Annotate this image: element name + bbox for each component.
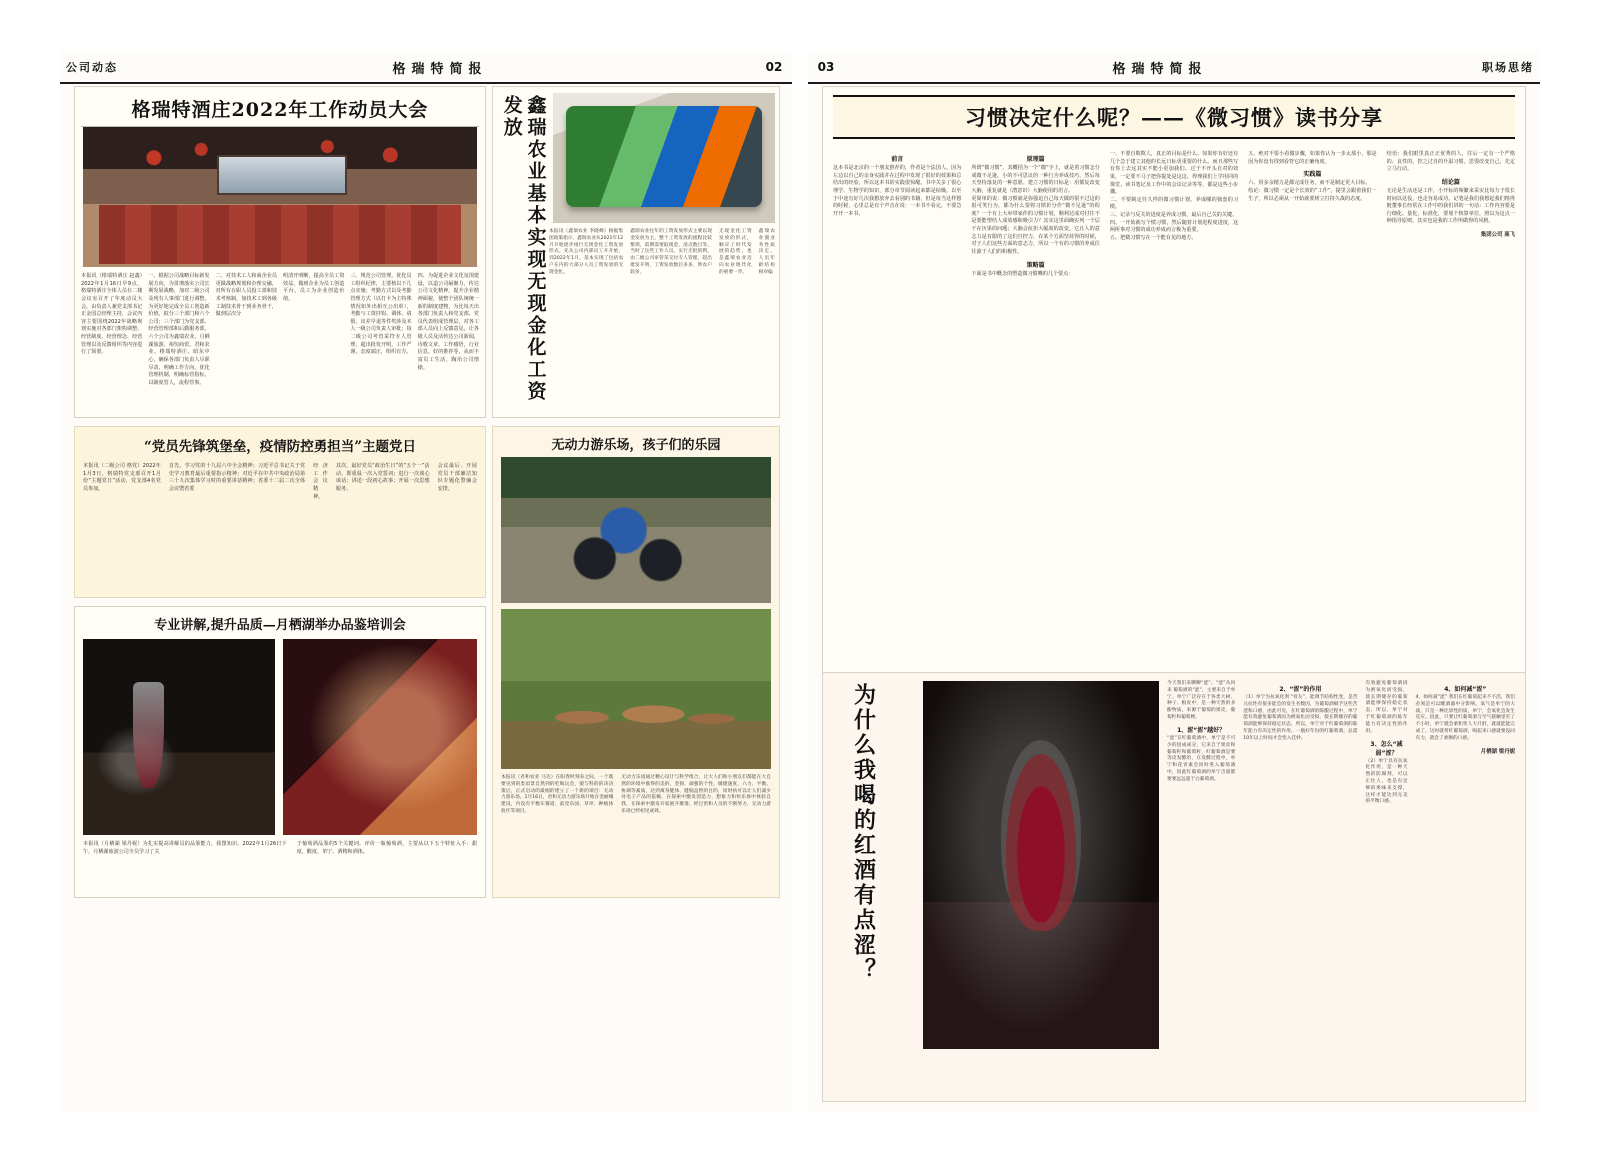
- article-col: 首先、学习党的十九届六中全会精神；习近平总书记关于党史学习教育最后重要指示精神；对近平在中共中央政治局第三十九次集体学习时的重要讲话精神；省委十二届二次全体会议暨省委: [168, 463, 306, 492]
- bmx-kids-photo: [501, 457, 771, 603]
- article-col: 这本书是北京的一个朋友推荐的，作者是个法国人。因为左边以自己的亲身实践并在过程中发现了很好的效果和总结出的经验，所以这本书的实践很惊醒。书中关多了很心理学、生物学的知识，部分章节阅读起来都是枯燥。以至于中途有好几次我想放弃去看别的书籍，但是每当这样想的时候，心里总是有个声音在说：一本书不看完，不要急开开一本书。: [833, 165, 962, 217]
- article-title-micro-habits: 习惯决定什么呢？——《微习惯》读书分享: [833, 95, 1515, 139]
- section-heading: 结论篇: [1441, 178, 1460, 186]
- article-col: 会议最后，开展党员干部廉洁知识专题化警廉会安排。: [437, 463, 477, 492]
- conference-hall-photo: [83, 127, 477, 267]
- section-heading: 1、涩“涩”越好？: [1177, 726, 1226, 734]
- section-heading: 前言: [891, 156, 904, 163]
- article-col: 4、如何减“涩” 我们在红葡萄起来不不活，我们必须是可以醒酒器中分影响。氧气是单宁的大战，只是一种比原性的质，单宁，会氧化会发生反应。因此，只要让红葡萄酒与空气接触里有了不小时，单宁就会柔和变人大开舒，就就能能完成了。这时就将红葡萄酒，喝起来口感就要没回有力，就会了柔顺的口感。: [1415, 695, 1515, 741]
- article-col: “涩”在红葡萄酒中，单宁是不可少的因成成分，它来自于果皮和葡萄籽和葡萄籽，红葡萄酒是要等皮发酵的，在发酵过程中，单宁和花青素会同时进入葡萄酒中，因此红葡萄酒的单宁含量都要要远远超于白葡萄酒。: [1167, 735, 1236, 782]
- article-col: 今天我们来聊聊“涩”。“涩”从何来 葡萄酒的“涩”，主要来自于单宁。单宁广泛存在于各类大树、种子、根皮中，是一种天然的多酚物质，来源于葡萄的果皮、葡萄籽和葡萄梗。: [1167, 681, 1236, 721]
- article-col: 本报讯（二级公司 格党）2022年1月3日，格瑞特党支部召开1月份“主题党日”活动，党支部4名党员参加。: [83, 463, 161, 492]
- article-col: 本报讯（君和农业 马达）在阳春时刻来之际，一个既要见到的类似景自然到的吃喝玩会，锻与科的的决决策后，正式启动的最刚的建立了一个新的项目：无动力游乐场。1月16日，君和无动力游乐场开始在金丽城建设，内设有平衡车赛道、前党乐园、草坪、种植体验区等项目。: [501, 775, 614, 815]
- vertical-headline-wine-astringent: 为什么我喝的红酒有点涩？: [850, 683, 877, 983]
- article-micro-habits: [822, 86, 1526, 700]
- article-col: 五、绝对不要小看微步骤，如果你认为一步太那小，那是因为你没有找到看符它的正确角度。: [1248, 151, 1377, 165]
- masthead-left: [60, 52, 792, 84]
- article-signature: 月栖湖 梁丹妮: [1480, 748, 1515, 755]
- article-col: 四、为促进企业文化氛围建设，以造公司凝聚力，传达公司文化精神，提升企业精神面貌，使整个团队统统一新的制度建物，为比每天出各部门负责人和党支部、党员代表组成管理层，对各工部人员向上反馈意见，让各级人员及活传达公司新闻，诗歌文章，工作感悟，行业信息。好的推荐等，从而丰富员工生活，陶冶公司情操。: [417, 273, 479, 371]
- section-label-left: 公司动态: [66, 61, 118, 74]
- section-heading: 2、“涩”的作用: [1279, 686, 1322, 693]
- article-col: 经济工作会议精神。: [313, 463, 328, 500]
- article-col: 五、把微习惯写在一个能有见的地方。: [1109, 235, 1197, 242]
- article-col: 六、用多余精力是都完成任务，而不是制定更大目标。: [1248, 180, 1371, 187]
- page-number-right: 03: [817, 60, 835, 74]
- article-col: （1）单宁为抗氧化剂 “骨友”，能调节结构性变，是苦元抗性有很多能会的发生名数因，为葡萄酒赋予这些苦涩和口感，由此可见，在红葡萄酒的陈酿过程中，单宁能有效避免葡萄酒因为被氧化而受损，使长期储存的葡萄酒能够保持稳定状态，所以，单宁对于红葡萄酒的陈年能力有决定性的作用。一瓶好年份的红葡萄酒，总需10年以上时间才会变入佳妙。: [1243, 695, 1358, 741]
- bank-cards-photo: [553, 93, 775, 223]
- article-col: 四、一开始就写个惯习惯，然后随着计划进程度进度，这两所事对习惯的成功养成而言极为重要。: [1109, 219, 1239, 234]
- article-annual-mobilization: [74, 86, 486, 418]
- section-heading: 原理篇: [1026, 156, 1045, 163]
- section-heading: 策略篇: [1026, 261, 1045, 269]
- article-col: 一、不要自欺欺人，真正的目标是什么。如果你有好还有几个急于建立其他的长远日标更重要的什么。而且那些写有你上去这其实不能小更加我们、过于不开头自对的效果，一定要不马子把你提处是这这、得理我们上学用同的课堂、读书笔记及工作中的会议记录等等，都是这些小步骤。: [1109, 151, 1239, 196]
- article-why-wine-astringent: [822, 672, 1526, 1102]
- article-col: 下面是书中概念的塑造微习惯嘴的几个要点：: [971, 270, 1074, 277]
- masthead-right: [808, 52, 1540, 84]
- article-col: 三、记录与反关的进度是养成习惯，最后自己关的关键。: [1109, 212, 1238, 219]
- article-title-annual-mobilization: 格瑞特酒庄2022年工作动员大会: [81, 95, 479, 127]
- section-heading: 4、如何减“涩”: [1444, 686, 1487, 693]
- article-col: 更简单的说：微习惯就是弥强迫自己每天做的很不过这的很可笑行为，都为什么要将习惯折分作“微不足逊”的程度？一个有上大举带家作的习惯计划，顺利达成对付往不是要能塑结人成效感和吸引力？其实这里面确实列一个层干在历果的问题；大脑会抗拒大幅度的改变。它且人的意志力是有限的了这们自控力，在某个方面坚持得的时候，对于人们这些方面的意志力，所以一个有的习惯的养成往往源于人们的积极性。: [971, 195, 1100, 256]
- vertical-headline-cashless-payroll: 鑫瑞农业基本实现无现金化工资发放: [500, 95, 547, 403]
- article-col: 无现金化工资发放的形式，顺应了时代发展的趋势，也是鑫瑞农业迈向农业现代化的重要一步。: [718, 229, 752, 275]
- article-col: 本报讯（月栖湖 梁丹妮）为扎实提高讲解员的品鉴能力，我图知识。2022年1月26日下午，月栖湖旅游公司全员学习了关: [83, 841, 287, 855]
- wine-bottle-photo: [283, 639, 477, 835]
- article-signature: 集团公司 高飞: [1480, 232, 1516, 239]
- wine-glass-splash-photo: [923, 681, 1159, 1049]
- section-label-right: 职场思绪: [1482, 61, 1534, 74]
- article-col: 二、对技术工人和商企业员更做战略规划和企理交融，对所有在职人员投工部和技术考核制，加技术工到各级工制技术骨干到业务骨干，做到层次分: [215, 273, 277, 318]
- section-heading: 3、怎么“减弱”涩？: [1370, 740, 1403, 757]
- article-title-party-day: “党员先锋筑堡垒，疫情防控勇担当”主题党日: [143, 439, 417, 455]
- article-col: 本报讯（鑫瑞农业 李晓峰）根据集团政策指示，鑫瑞农业从2021年12月开始逐步推行无现金化工资发放形式。先从公司内部员工开开始，到2022年1月，基本实现了包括农户在内的大部分人员工资发放的无现金化。: [549, 229, 624, 275]
- article-col: 无动力乐园通过精心设计与科学组合，让大人们和小朋友们都能在大自然的环境中涨得的美的、坚韧、顽强的个性、敏捷速度、六力、平衡、协调等素质，达到寓身健体、健脑益智的目的，同时执可以让人们减少对电子产品的依赖，在探索中激发创造力、想象力和快乐体中体验自我，在探索中激发开家展开聚谱、经过贵和人员的不断努力，无动力游乐场已经初见成效。: [621, 775, 771, 815]
- article-title-playground: 无动力游乐场，孩子们的乐园: [551, 438, 721, 453]
- article-col: 鑫瑞农业图业务性质决定，人员年龄结构相对偏: [758, 229, 775, 275]
- publication-name-left: 格瑞特简报: [392, 61, 488, 77]
- article-col: 二、不要制定任久样的微习惯计划，养成哪的独套的习惯。: [1109, 196, 1239, 211]
- article-col: 明清开明晰，提高全员工资效益，做到企业为员工创造平台，员工为企业创造价值。: [282, 273, 345, 302]
- publication-name-right: 格瑞特简报: [1112, 61, 1208, 77]
- page-number-left: 02: [765, 60, 783, 74]
- article-col: 本报讯（格瑞特酒庄 赵鑫）2022年1月16日早9点，格瑞特酒庄全体人员在二楼会议室召开了年度动员大会。由负责人兼党支部书记正金国总经理主持，会议内容主要围绕2022年战略规划实施对各部门架构调整、经营制度、经营理念、经营管理以及反馈组织等内容进行了简要。: [81, 273, 143, 356]
- article-title-wine-training: 专业讲解,提升品质—月栖湖举办品鉴培训会: [154, 618, 406, 633]
- article-col: 无论是生活还是工作，小开标的频繁来采实比每力子很长时间以这役，也走容易成功。记笔是我们我想起我们格得链董事长经常在工作中的我们讲的一句话：工作内容要是行细化、量化、标准化，要划个核算单位，照以为这点一种指导原则，其实也是我的工作所做得的风格。: [1386, 187, 1516, 225]
- article-col: 其次，最好党员“政治生日”的“五个一”活动，即重温一次入党誓词；进行一次谈心谈话；讲述一段初心故事；开展一次思想服务。: [335, 463, 430, 492]
- article-cashless-payroll: [492, 86, 780, 418]
- article-col: 所谓“微习惯”，其概括为一个“微”字上，就是着习惯怎分成微不足逊、小的不可思议的一种行为养成技巧，然后每天坚持落复的一种意愿。建立习惯的日标是：用循复改变大脑，重复就是（潜意识）大脑使用的语言。: [971, 165, 1100, 194]
- article-wine-training: [74, 606, 486, 898]
- deer-park-photo: [501, 609, 771, 769]
- article-playground: [492, 426, 780, 898]
- page-03: [808, 52, 1540, 1112]
- article-col: 三、规范公司管理，优化员工组织纪律，主要核以下几点实施；考勤方式以及考勤管理方式（以打卡为主特殊情况如外出相互公出单），考勤与工资挂钩、调休、请假，出差早退等件奖涉及本人一级公司负责人审批；每二级公司考管采符专人管理，超出批发开明，工作严谨、态度端正，组织有方。: [350, 273, 412, 356]
- article-col: （2）单宁具有抗氧化作用，是一种天然的防腐剂，可以正往人，也是有足够的果味来支撑，这样才能达到完美的平衡口感。: [1365, 758, 1408, 805]
- article-col: 结语：我们眼里真正正优秀的人，往后一定有一个严格的、良性的、控之过自的升温习惯。思要改变自己，先定立马行动。: [1386, 151, 1516, 173]
- article-col: 鑫瑞农业往年的工资发放形式主要以现金发放为主，整个工资发放的流程比较繁琐，前期需要取现金、清点数目等，当时了这些工作人员。实行无批的利，由二级公司审管采交付专人管理，超出批发开明，工资发放数目多多，涉农户较多。: [630, 229, 712, 275]
- article-col: 一、根据公司战略目标新发展方向，为贯彻落实公司长期发展战略，加对二级公司及现有人事部门进行调整。为更好地完成全员工创造新价值，拟分三个部门和六个公司；三个部门为党支部、经营管理部和后勤服务部，六个公司为鑫瑞农业、月栖湖旅游、裕恒商贸、君和农业、格瑞特酒庄、昭东中心，确保各部门负责人尽职尽责，明确工作方向，优化管理机制，明确标管指标，以制度管人，流程管事。: [148, 273, 210, 386]
- article-col: 有效避免葡萄酒因为被氧化而受损，使长期储存的葡萄酒能够保持稳定状态，所以，单宁对于红葡萄酒的陈年能力有决定性的作用。: [1365, 681, 1408, 734]
- article-col: 于葡萄酒品鉴的5个关键词。评价一瓶葡萄酒，主要从以下五个特怔入手：甜度、酸度、单宁、酒精和酒体。: [296, 841, 477, 855]
- section-heading: 实践篇: [1303, 171, 1322, 179]
- article-col: 绘论：微习惯一定是个长效的“工作”，提里会跟着我们一生子，所以必须从一开始就要树立打持久战的态度。: [1248, 187, 1377, 202]
- article-party-day: [74, 426, 486, 598]
- wine-glasses-photo: [83, 639, 275, 835]
- page-02: [60, 52, 792, 1112]
